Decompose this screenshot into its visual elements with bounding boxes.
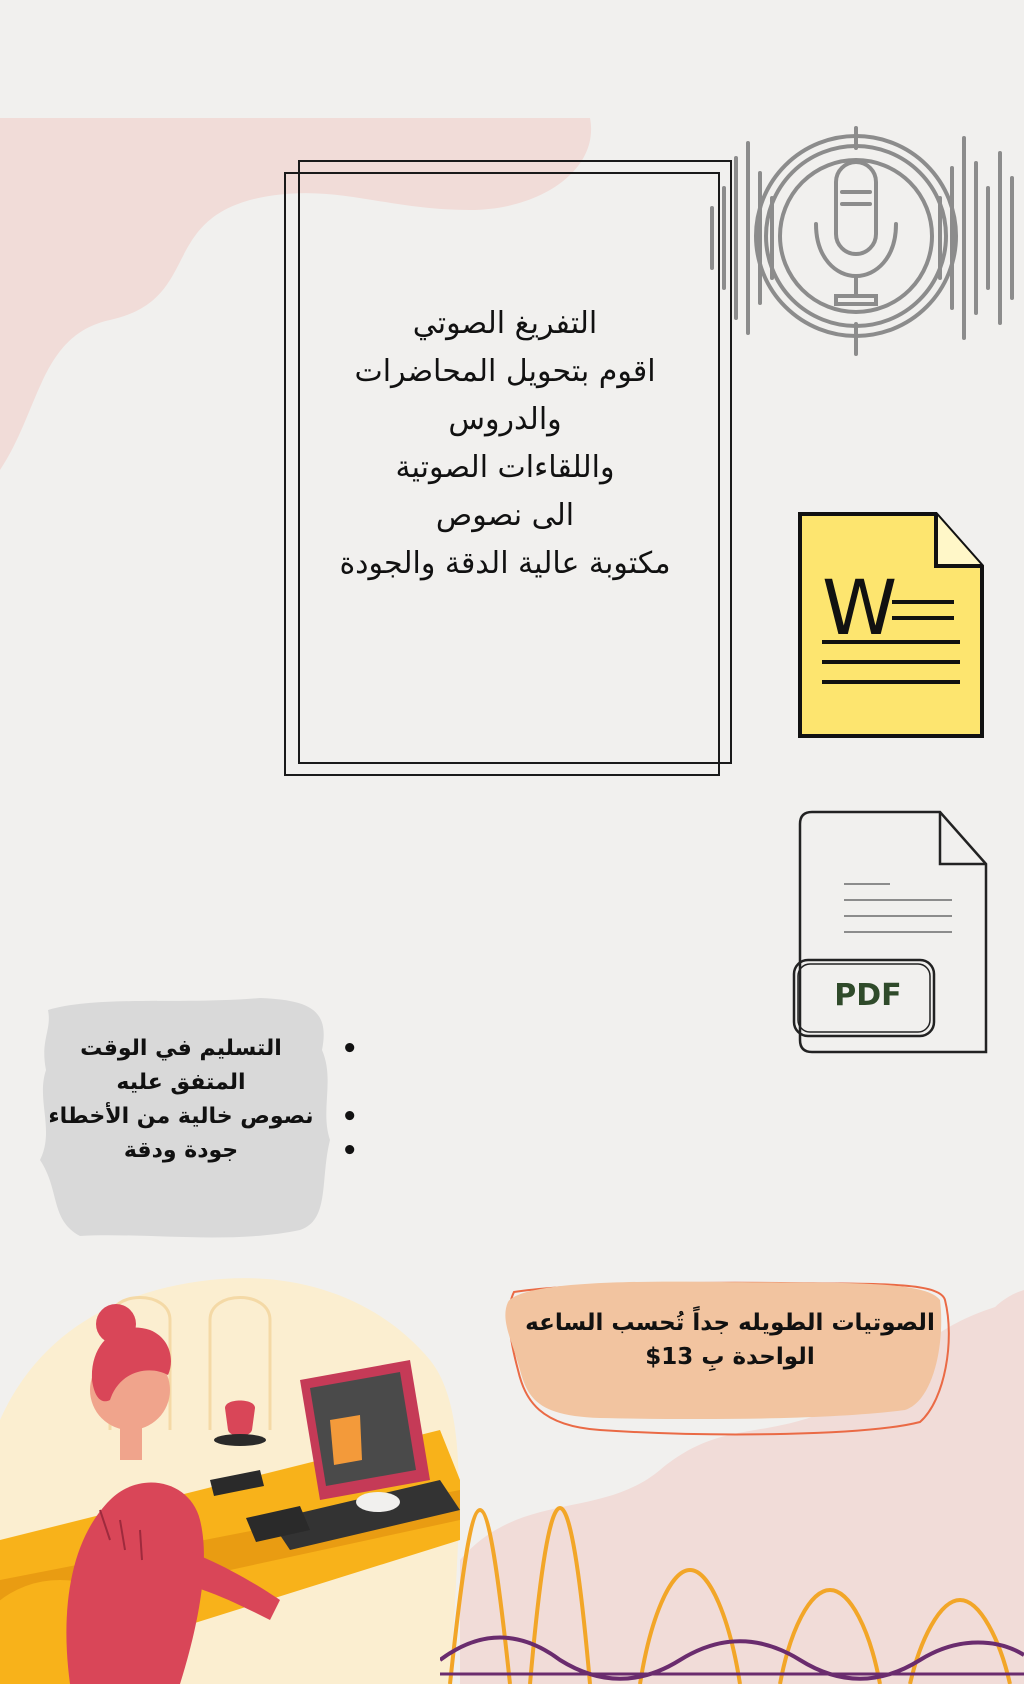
svg-text:W: W bbox=[822, 563, 898, 652]
feature-list bbox=[44, 1032, 362, 1168]
list-item: • نصوص خالية من الأخطاء bbox=[44, 1100, 344, 1134]
main-line: الى نصوص bbox=[435, 498, 575, 533]
bottom-waves-decor bbox=[440, 1490, 1024, 1684]
word-document-icon bbox=[796, 510, 986, 740]
list-item: • التسليم في الوقت المتفق عليه bbox=[44, 1032, 344, 1100]
main-line: مكتوبة عالية الدقة والجودة bbox=[339, 546, 671, 581]
main-line: والدروس bbox=[448, 402, 562, 437]
pdf-label: PDF bbox=[834, 978, 902, 1013]
main-line: اقوم بتحويل المحاضرات bbox=[354, 354, 656, 389]
person-at-desk-illustration bbox=[0, 1280, 460, 1684]
main-description bbox=[290, 300, 720, 588]
main-line: واللقاءات الصوتية bbox=[395, 450, 615, 485]
microphone-icon bbox=[700, 118, 1024, 358]
main-title: التفريغ الصوتي bbox=[412, 306, 598, 341]
pdf-document-icon bbox=[790, 808, 992, 1058]
list-item: • جودة ودقة bbox=[44, 1134, 344, 1168]
pricing-note: الصوتيات الطويله جداً تُحسب الساعه الواحدة بِ 13$ bbox=[525, 1310, 935, 1370]
